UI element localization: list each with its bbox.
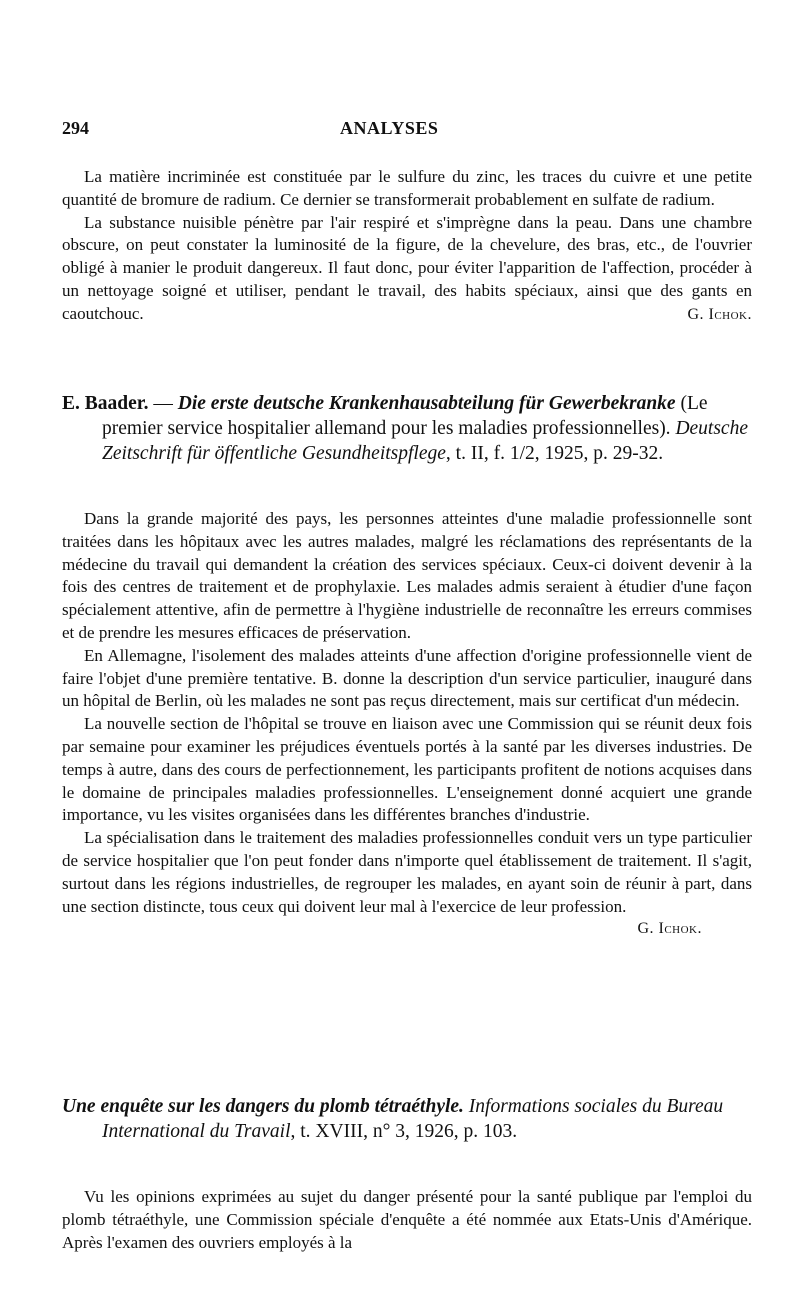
reference-biblio: , t. II, f. 1/2, 1925, p. 29-32.: [445, 443, 664, 464]
review-baader: [62, 391, 752, 466]
review-baader-body: [62, 508, 752, 940]
paragraph: La matière incriminée est constituée par le sulfure du zinc, les traces du cuivre et une petite quantité de bromure de radium. Ce dernier se transformerait probablement en sulfate de radium.: [62, 167, 752, 209]
review-plomb-body: [62, 1186, 752, 1254]
page-number: 294: [62, 118, 89, 138]
paragraph: La nouvelle section de l'hôpital se trouve en liaison avec une Commission qui se réunit deux fois par semaine pour examiner les préjudices éventuels portés à la santé par les diverses industries. De temps à autre, dans des cours de perfectionnement, les participants profitent de notions acquises dans le domaine de principales maladies professionnelles. L'enseignement donné acquiert une grande importance, vu les visites organisées dans les différentes branches d'industrie.: [62, 714, 752, 825]
page-header: [62, 118, 752, 144]
paragraph: La substance nuisible pénètre par l'air respiré et s'imprègne dans la peau. Dans une chambre obscure, on peut constater la luminosité de la figure, de la chevelure, des bras, etc., de l'ouvrier obligé à manier le produit dangereux. Il faut donc, pour éviter l'apparition de l'affection, procéder à un nettoyage soigné et utiliser, pendant le travail, des habits spéciaux, ainsi que des gants en caoutchouc.: [62, 212, 752, 323]
review-continuation: [62, 166, 752, 326]
reference-journal: Deutsche Zeitschrift für öffentliche Gesundheitspflege: [102, 418, 748, 464]
review-plomb: [62, 1094, 752, 1144]
running-head: ANALYSES: [340, 118, 439, 138]
reference-author: E. Baader.: [62, 393, 149, 414]
signature-text: G. Ichok.: [687, 305, 752, 323]
paragraph: Dans la grande majorité des pays, les personnes atteintes d'une maladie professionnelle sont traitées dans les hôpitaux avec les autres malades, malgré les réclamations des représentants de la médecine du travail qui demandent la création des services spéciaux. Ceux-ci doivent devenir à la fois des centres de traitement et de prophylaxie. Les malades admis seraient à étudier d'une façon spécialement attentive, afin de permettre à l'hygiène industrielle de reconnaître les erreurs commises et de prendre les mesures efficaces de préservation.: [62, 509, 752, 642]
paragraph: Vu les opinions exprimées au sujet du danger présenté pour la santé publique par l'emploi du plomb tétraéthyle, une Commission spéciale d'enquête a été nommée aux Etats-Unis d'Amérique. Après l'examen des ouvriers employés à la: [62, 1187, 752, 1252]
reference-biblio: , t. XVIII, n° 3, 1926, p. 103.: [290, 1121, 518, 1142]
review-signature: [62, 304, 752, 326]
reference-dash: —: [148, 393, 178, 414]
paragraph: En Allemagne, l'isolement des malades atteints d'une affection d'origine professionnelle vient de faire l'objet d'une première tentative. B. donne la description d'un service particulier, inauguré dans un hôpital de Berlin, où les malades ne sont pas reçus directement, mais sur certificat d'un médecin.: [62, 645, 752, 711]
reference-original-title: Die erste deutsche Krankenhausabteilung für Gewerbekranke: [177, 393, 676, 414]
reference-title: Une enquête sur les dangers du plomb tétraéthyle.: [62, 1096, 464, 1117]
reference-heading: [62, 391, 752, 466]
reference-heading: [62, 1094, 752, 1144]
paragraph: La spécialisation dans le traitement des maladies professionnelles conduit vers un type particulier de service hospitalier que l'on peut fonder dans n'importe quel établissement de traitement. Il s'agit, surtout dans les régions industrielles, de regrouper les malades, en ayant soin de réunir à part, dans une section distincte, tous ceux qui doivent leur mal à l'exercice de leur profession.: [62, 828, 752, 916]
signature-text: G. Ichok.: [637, 920, 702, 938]
reference-journal: Informations sociales du Bureau International du Travail: [102, 1096, 724, 1142]
review-signature: [62, 918, 702, 940]
reference-translated-title: (Le premier service hospitalier allemand pour les maladies professionnelles).: [102, 393, 708, 439]
